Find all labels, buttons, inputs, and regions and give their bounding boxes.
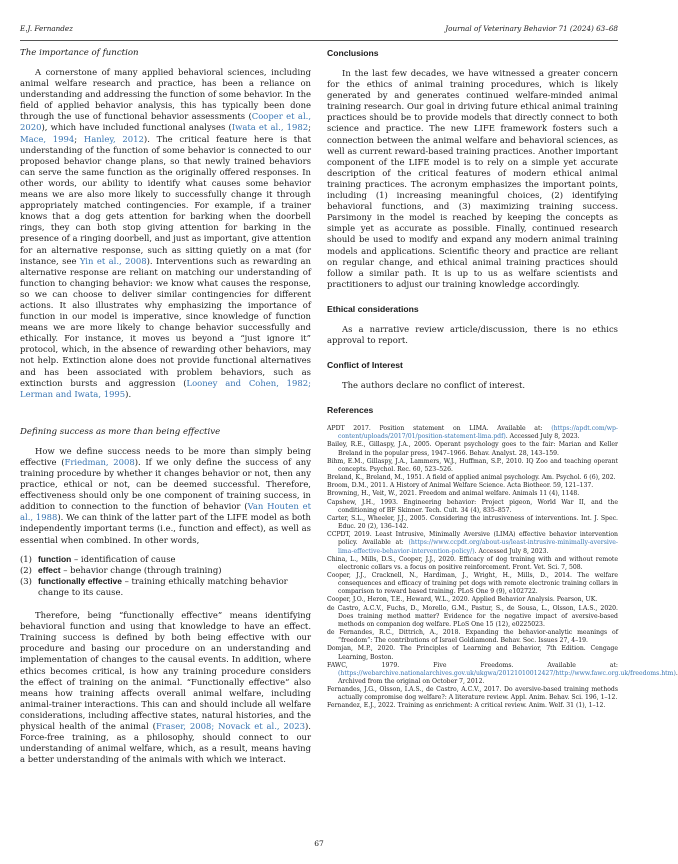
paragraph-importance-of-function: A cornerstone of many applied behavioral sciences, including animal welfare research and practice, has been a reliance on understanding and addressing the function of some behavior. In the field of applied behavior analysis, this has typically been done through the use of functional behavior assessments (Cooper et al., 2020), which have included functional analyses (Iwata et al., 1982; Mace, 1994; Hanley, 2012). The critical feature here is that understanding of the function of some behavior is connected to our proposed behavior change plans, so that newly trained behaviors can serve the same function as the originally offered responses. In other words, our ability to identify what causes some behavior means we are also more likely to successfully change it through appropriately matched contingencies. For example, if a trainer knows that a dog gets attention for barking when the doorbell rings, they can both stop giving attention for barking in the presence of a ringing doorbell, and just as important, give attention for an alternative response, such as sitting quietly on a mat (for instance, see Yin et al., 2008). Interventions such as rewarding an alternative response are reliant on matching our understanding of function to changing behavior: we know what causes the response, so we can choose to deliver similar contingencies for different actions. It also illustrates why emphasizing the importance of function in our model is imperative, since knowledge of function means we are more likely to change behavior successfully and ethically. For instance, it moves us beyond a “just ignore it” protocol, which, in the absence of rewarding other behaviors, may not help. Extinction alone does not provide functional alternatives and has been associated with problem behaviors, such as extinction bursts and aggression (Looney and Cohen, 1982; Lerman and Iwata, 1995). bbox=[20, 67, 312, 399]
reference-item: CCPDT, 2019. Least Intrusive, Minimally Aversive (LIMA) effective behavior intervention policy. Available at: (https://www.ccpdt.org/about-us/least-intrusive-minimally-aversive-lima-effective-behavior-intervention-policy/). Accessed July 8, 2023. bbox=[327, 531, 618, 555]
reference-item: Cooper, J.J., Cracknell, N., Hardiman, J., Wright, H., Mills, D., 2014. The welfare consequences and efficacy of training pet dogs with remote electronic training collars in comparison to reward based training. PLoS One 9 (9), e102722. bbox=[327, 571, 618, 596]
citation-link[interactable]: Looney and Cohen, 1982; Lerman and Iwata, 1995 bbox=[20, 377, 312, 399]
reference-item: Bihm, E.M., Gillaspy, J.A., Lammers, W.J., Huffman, S.P., 2010. IQ Zoo and teaching operant concepts. Psychol. Rec. 60, 523–526. bbox=[327, 457, 618, 473]
reference-item: Fernandes, J.G., Olsson, I.A.S., de Castro, A.C.V., 2017. Do aversive-based training methods actually compromise dog welfare?: A literature review. Appl. Anim. Behav. Sci. 196, 1–12. bbox=[327, 686, 618, 702]
section-title-ethical-considerations: Ethical considerations bbox=[327, 303, 419, 314]
reference-item: Bailey, R.E., Gillaspy, J.A., 2005. Operant psychology goes to the fair: Marian and Keller Breland in the popular press, 1947–1966. Behav. Analyst. 28, 143–159. bbox=[327, 441, 618, 457]
header-author: E.J. Fernandez bbox=[20, 24, 73, 33]
right-column bbox=[327, 48, 678, 711]
citation-link[interactable]: Mace, 1994 bbox=[20, 133, 75, 144]
paragraph-defining-success: How we define success needs to be more than simply being effective (Friedman, 2008). If we only define the success of any training procedure by whether it changes behavior or not, then any practice, ethical or not, can be deemed successful. Therefore, effectiveness should only be one component of training success, in addition to connection to the function of behavior (Van Houten et al., 1988). We can think of the latter part of the LIFE model as both independently important terms (i.e., function and effect), as well as essential when combined. In other words, bbox=[20, 445, 311, 545]
reference-item: China, L., Mills, D.S., Cooper, J.J., 2020. Efficacy of dog training with and without remote electronic collars vs. a focus on positive reinforcement. Front. Vet. Sci. 7, 508. bbox=[327, 555, 618, 571]
success-components-list bbox=[20, 554, 311, 598]
paragraph-ethical-considerations: As a narrative review article/discussion, there is no ethics approval to report. bbox=[327, 323, 618, 345]
reference-item: Capshew, J.H., 1993. Engineering behavior: Project pigeon, World War II, and the conditioning of BF Skinner. Tech. Cult. 34 (4), 835–857. bbox=[327, 498, 618, 514]
page-number: 67 bbox=[314, 839, 324, 848]
left-column bbox=[20, 48, 311, 765]
citation-link[interactable]: Fraser, 2008; Novack et al., 2023 bbox=[155, 720, 306, 731]
reference-item: APDT 2017. Position statement on LIMA. Available at: (https://apdt.com/wp-content/uploads/2017/01/position-statement-lima.pdf). Accessed July 8, 2023. bbox=[327, 425, 618, 441]
reference-item: Fernandez, E.J., 2022. Training as enrichment: A critical review. Anim. Welf. 31 (1), 1–12. bbox=[327, 702, 606, 710]
reference-item: de Fernandes, R.C., Dittrich, A., 2018. Expanding the behavior-analytic meanings of “freedom”: The contributions of Israel Goldiamond. Behav. Soc. Issues 27, 4–19. bbox=[327, 629, 618, 645]
citation-link[interactable]: Yin et al., 2008 bbox=[79, 255, 147, 266]
paragraph-conclusions: In the last few decades, we have witnessed a greater concern for the ethics of animal training procedures, which is likely generated by and generates continued welfare-minded animal training research. Our goal in driving future ethical animal training practices should be to provide models that directly connect to both science and practice. The new LIFE framework fosters such a connection between the animal welfare and behavioral sciences, as well as current reward-based training practices. Another important component of the LIFE model is to rely on a simple yet accurate description of the critical features of modern ethical animal training practices. The acronym emphasizes the important points, including (1) increasing meaningful choices, (2) identifying behavioral functions, and (3) maximizing training success. Parsimony in the model is reached by keeping the concepts as simple yet as accurate as possible. Finally, continued research should be used to modify and expand any modern animal training models and applications. Scientific theory and practice are reliant on regular change, and ethical animal training practices should follow a similar path. It is up to us as welfare scientists and practitioners to adjust our training knowledge accordingly. bbox=[327, 68, 618, 289]
list-item: (1) function – identification of cause bbox=[20, 553, 176, 564]
citation-link[interactable]: Iwata et al., 1982 bbox=[231, 122, 309, 133]
running-header bbox=[20, 24, 618, 36]
reference-item: Carter, S.L., Wheeler, J.J., 2005. Considering the intrusiveness of interventions. Int. J. Spec. Educ. 20 (2), 136–142. bbox=[327, 514, 618, 531]
reference-url-link[interactable]: (https://www.ccpdt.org/about-us/least-intrusive-minimally-aversive-lima-effective-behavior-intervention-policy/) bbox=[338, 539, 618, 555]
reference-url-link[interactable]: (https://webarchive.nationalarchives.gov.uk/ukgwa/20121010012427/http://www.fawc.org.uk/freedoms.htm) bbox=[338, 669, 676, 677]
section-title-conclusions: Conclusions bbox=[327, 48, 379, 58]
list-item: (3) functionally effective – training ethically matching behavior change to its cause. bbox=[20, 575, 288, 597]
citation-link[interactable]: Van Houten et al., 1988 bbox=[20, 501, 311, 523]
reference-url-link[interactable]: (https://apdt.com/wp-content/uploads/2017/01/position-statement-lima.pdf) bbox=[338, 425, 618, 441]
citation-link[interactable]: Hanley, 2012 bbox=[83, 133, 144, 144]
header-journal: Journal of Veterinary Behavior 71 (2024) 63–68 bbox=[445, 24, 618, 33]
section-title-defining-success: Defining success as more than being effective bbox=[20, 426, 221, 437]
reference-item: Domjan, M.P., 2020. The Principles of Learning and Behavior, 7th Edition. Cengage Learning, Boston. bbox=[327, 645, 618, 661]
section-title-importance-of-function: The importance of function bbox=[20, 48, 139, 58]
section-title-references: References bbox=[327, 405, 374, 416]
list-item: (2) effect – behavior change (through training) bbox=[20, 564, 222, 575]
reference-item: FAWC, 1979. Five Freedoms. Available at: (https://webarchive.nationalarchives.gov.uk/ukgwa/20121010012427/http://www.fawc.org.uk/freedoms.htm). Archived from the original on October 7, 2012. bbox=[327, 661, 678, 685]
section-title-conflict-of-interest: Conflict of Interest bbox=[327, 360, 403, 371]
paragraph-conflict-of-interest: The authors declare no conflict of interest. bbox=[342, 380, 526, 391]
reference-item: Cooper, J.O., Heron, T.E., Heward, W.L., 2020. Applied Behavior Analysis. Pearson, UK. bbox=[327, 596, 598, 604]
header-divider bbox=[20, 40, 618, 41]
citation-link[interactable]: Cooper et al., 2020 bbox=[20, 111, 312, 133]
reference-item: Browning, H., Veit, W., 2021. Freedom and animal welfare. Animals 11 (4), 1148. bbox=[327, 490, 580, 498]
reference-item: Breland, K., Breland, M., 1951. A field of applied animal psychology. Am. Psychol. 6 (6), 202. bbox=[327, 474, 616, 482]
reference-list bbox=[327, 425, 678, 710]
reference-item: de Castro, A.C.V., Fuchs, D., Morello, G.M., Pastur, S., de Sousa, L., Olsson, I.A.S., 2020. Does training method matter? Evidence for the negative impact of aversive-based methods on companion dog welfare. PLoS One 15 (12), e0225023. bbox=[327, 604, 618, 628]
paragraph-functionally-effective: Therefore, being “functionally effective” means identifying behavioral function and using that knowledge to have an effect. Training success is defined by both being effective with our procedure and basing our procedure on an understanding and implementation of changes to the causal events. In addition, where ethics becomes critical, is how any training procedure considers the effect of training on the animal. “Functionally effective” also means how training affects overall animal welfare, including animal-trainer interactions. This can and should include all welfare considerations, including affective states, natural histories, and the physical health of the animal (Fraser, 2008; Novack et al., 2023). Force-free training, as a philosophy, should connect to our understanding of animal welfare, which, as a result, means having a better understanding of the animals with which we interact. bbox=[20, 610, 311, 765]
citation-link[interactable]: Friedman, 2008 bbox=[64, 456, 135, 467]
reference-item: Broom, D.M., 2011. A History of Animal Welfare Science. Acta Biotheor. 59, 121–137. bbox=[327, 482, 594, 490]
